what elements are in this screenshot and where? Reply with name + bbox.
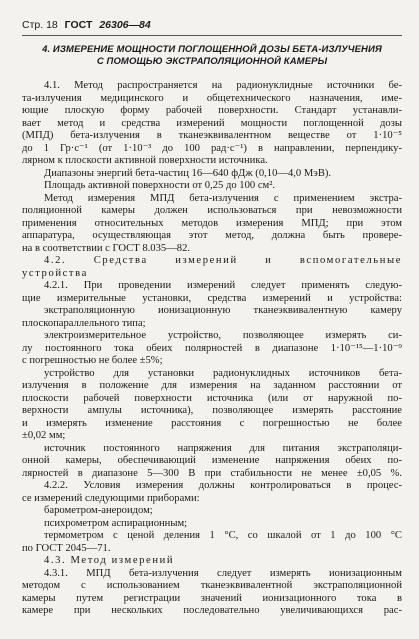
text-line: 4.1. Метод распространяется на радионуклидные источники бе- (44, 80, 402, 91)
text-line: с погрешностью не более ±5%; (22, 355, 163, 366)
text-line: барометром-анероидом; (44, 505, 153, 516)
standard-number: 26306—84 (99, 19, 151, 31)
text-line: 4.2. Средства измерений и вспомогательные (44, 255, 402, 266)
text-line: источник постоянного напряжения для питания экстраполяци- (44, 442, 402, 454)
text-line: вает метод и средства измерений мощности поглощенной дозы (22, 117, 402, 129)
text-line: устройство для установки радионуклидных источников бета- (44, 367, 402, 379)
text-line: камере при нескольких последовательно увеличивающихся рас- (22, 605, 402, 616)
section-title-line-1: 4. ИЗМЕРЕНИЕ МОЩНОСТИ ПОГЛОЩЕННОЙ ДОЗЫ БЕТА-ИЗЛУЧЕНИЯ (42, 44, 382, 55)
text-line: онной камеры, обеспечивающий изменение напряжения обеих по- (22, 455, 402, 466)
text-line: психрометром аспирационным; (44, 517, 188, 529)
text-line: аппаратура, осуществляющая этот метод, должна быть провере- (22, 230, 402, 241)
text-line: электроизмерительное устройство, позволяющее измерять си- (44, 330, 402, 341)
text-line: устройства (22, 267, 88, 279)
text-line: 4.3.1. МПД бета-излучения следует измерять ионизационным (44, 567, 402, 579)
text-line: лярностей в диапазоне 5—300 В при стабильности не менее ±0,05 %. (22, 467, 402, 479)
section-title (22, 44, 402, 68)
text-line: до 1 Гр·с⁻¹ (от 1·10⁻³ до 100 рад·с⁻¹) в направлении, перпендику- (22, 142, 402, 154)
text-line: излучения в положение для измерения на заданном расстоянии от (22, 380, 402, 391)
text-line: методом с использованием тканеэквивалентной экстраполяционной (22, 580, 402, 591)
section-title-line-2: С ПОМОЩЬЮ ЭКСТРАПОЛЯЦИОННОЙ КАМЕРЫ (96, 56, 328, 67)
text-line: плоскопараллельного типа; (22, 317, 146, 329)
text-line: ±0,02 мм; (22, 430, 66, 441)
text-line: лу постоянного тока обеих полярностей в диапазоне 1·10⁻¹⁵—1·10⁻⁹ (22, 342, 402, 354)
text-line: 4.3. Метод измерений (44, 555, 175, 566)
text-line: ющие плоскую форму рабочей поверхности. Стандарт устанавли- (22, 105, 402, 116)
standard-label: ГОСТ (64, 19, 93, 31)
text-line: по ГОСТ 2045—71. (22, 542, 111, 554)
text-line: экстраполяционную ионизационную тканеэквивалентную камеру (44, 305, 402, 316)
text-line: поляционной камеры должен использоваться при невозможности (22, 205, 402, 216)
text-line: (МПД) бета-излучения в тканеэквивалентном веществе от 1·10⁻⁵ (22, 130, 402, 141)
text-line: лярном к плоскости активной поверхности источника. (22, 155, 268, 166)
header-rule (22, 35, 402, 36)
text-line: Метод измерения МПД бета-излучения с применением экстра- (44, 192, 402, 204)
text-line: 4.2.2. Условия измерения должны контролироваться в процес- (44, 480, 402, 491)
text-line: верхности ампулы источника), позволяющее измерять расстояние (22, 405, 402, 416)
text-line: плоскости рабочей поверхности источника (или от наружной по- (22, 392, 402, 404)
text-line: щие измерительные установки, средства измерений и устройства: (22, 292, 402, 304)
text-line: и измерять изменение расстояния с погрешностью не более (22, 417, 402, 429)
text-line: Диапазоны энергий бета-частиц 16—640 фДж (0,10—4,0 МэВ). (44, 167, 332, 179)
text-line: камеры путем регистрации значений ионизационного тока в (22, 592, 402, 604)
text-line: та-излучения медицинского и общетехнического назначения, име- (22, 92, 402, 104)
page-header (22, 17, 402, 33)
text-line: термометром с ценой деления 1 °С, со шкалой от 1 до 100 °С (44, 530, 402, 541)
page-number: Стр. 18 (22, 19, 58, 31)
text-line: се измерений следующими приборами: (22, 492, 200, 504)
text-line: применения относительных методов измерения МПД; при этом (22, 217, 402, 229)
body-text (22, 80, 402, 618)
text-line: 4.2.1. При проведении измерений следует применять следую- (44, 280, 402, 291)
text-line: Площадь активной поверхности от 0,25 до 100 см². (44, 180, 276, 191)
text-line: на в соответствии с ГОСТ 8.035—82. (22, 242, 191, 254)
